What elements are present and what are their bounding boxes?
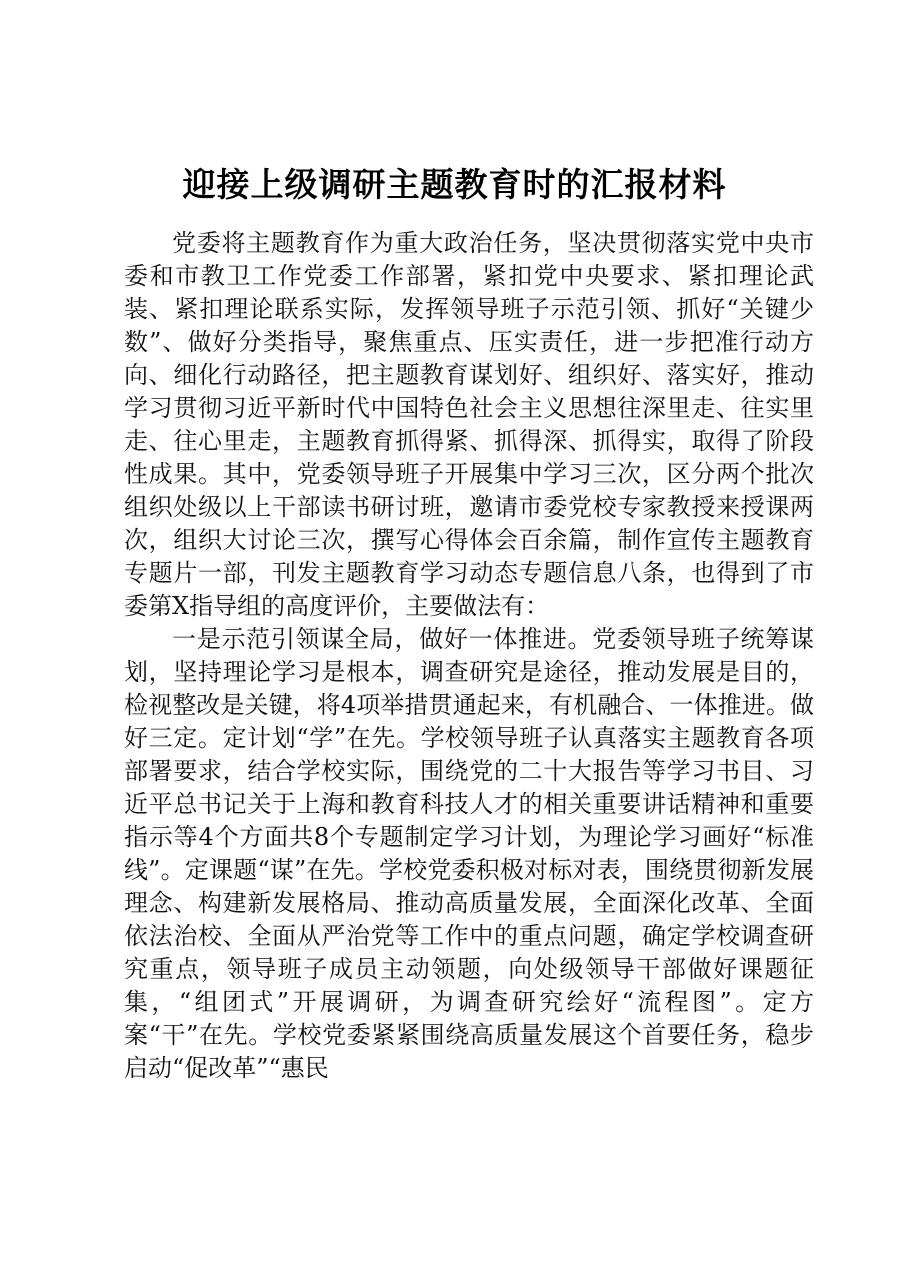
body-paragraph: 一是示范引领谋全局，做好一体推进。党委领导班子统筹谋划，坚持理论学习是根本，调查研究是途径，推动发展是目的，检视整改是关键，将4项举措贯通起来，有机融合、一体推进。做好三定。定计划“学”在先。学校领导班子认真落实主题教育各项部署要求，结合学校实际，围绕党的二十大报告等学习书目、习近平总书记关于上海和教育科技人才的相关重要讲话精神和重要指示等4个方面共8个专题制定学习计划，为理论学习画好“标准线”。定课题“谋”在先。学校党委积极对标对表，围绕贯彻新发展理念、构建新发展格局、推动高质量发展，全面深化改革、全面依法治校、全面从严治党等工作中的重点问题，确定学校调查研究重点，领导班子成员主动领题，向处级领导干部做好课题征集，“组团式”开展调研，为调查研究绘好“流程图”。定方案“干”在先。学校党委紧紧围绕高质量发展这个首要任务，稳步启动“促改革”“惠民	[124, 625, 814, 1082]
document-body	[124, 227, 814, 1085]
body-paragraph: 党委将主题教育作为重大政治任务，坚决贯彻落实党中央市委和市教卫工作党委工作部署，紧扣党中央要求、紧扣理论武装、紧扣理论联系实际，发挥领导班子示范引领、抓好“关键少数”、做好分类指导，聚焦重点、压实责任，进一步把准行动方向、细化行动路径，把主题教育谋划好、组织好、落实好，推动学习贯彻习近平新时代中国特色社会主义思想往深里走、往实里走、往心里走，主题教育抓得紧、抓得深、抓得实，取得了阶段性成果。其中，党委领导班子开展集中学习三次，区分两个批次组织处级以上干部读书研讨班，邀请市委党校专家教授来授课两次，组织大讨论三次，撰写心得体会百余篇，制作宣传主题教育专题片一部，刊发主题教育学习动态专题信息八条，也得到了市委第X指导组的高度评价，主要做法有：	[124, 229, 814, 620]
document-title: 迎接上级调研主题教育时的汇报材料	[182, 165, 727, 204]
